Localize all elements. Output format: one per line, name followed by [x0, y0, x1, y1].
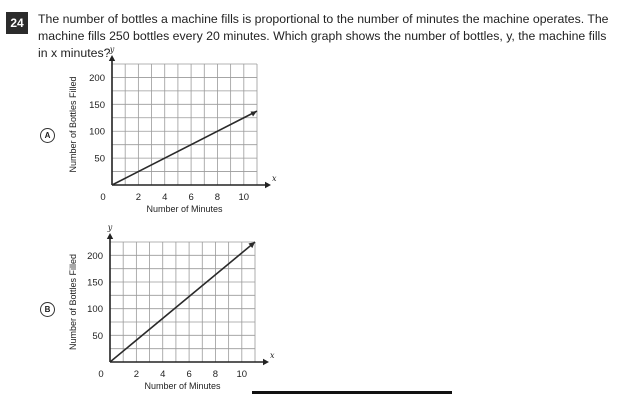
- x-tick-label: 8: [214, 192, 221, 203]
- y-tick-label: 50: [94, 153, 105, 165]
- x-axis-title: Number of Minutes: [144, 381, 221, 391]
- x-tick-label: 8: [212, 369, 219, 380]
- y-axis-variable: y: [107, 223, 113, 232]
- x-tick-label: 10: [238, 192, 250, 203]
- x-tick-label: 10: [236, 369, 248, 380]
- x-axis-arrow: [263, 359, 269, 365]
- question-number-badge: 24: [6, 12, 28, 34]
- y-axis-variable: y: [109, 45, 115, 54]
- x-tick-label: 6: [186, 369, 192, 380]
- x-axis-variable: x: [270, 351, 275, 360]
- y-axis-title: Number of Bottles Filled: [68, 253, 78, 351]
- y-tick-label: 100: [87, 304, 103, 316]
- y-tick-label: 200: [87, 250, 103, 262]
- y-tick-label: 200: [89, 72, 105, 84]
- x-tick-label: 2: [135, 192, 142, 203]
- x-axis-variable: x: [272, 174, 277, 183]
- y-axis-title: Number of Bottles Filled: [68, 76, 78, 173]
- option-a-radio[interactable]: A: [40, 128, 55, 143]
- y-tick-label: 100: [89, 126, 105, 138]
- y-tick-label: 50: [92, 330, 103, 342]
- series-line: [110, 242, 255, 362]
- origin-label: 0: [100, 192, 106, 203]
- x-tick-label: 4: [160, 369, 166, 380]
- origin-label: 0: [98, 369, 104, 380]
- x-tick-label: 4: [162, 192, 168, 203]
- option-b-radio[interactable]: B: [40, 302, 55, 317]
- y-axis-arrow: [107, 233, 113, 239]
- y-tick-label: 150: [87, 277, 103, 289]
- y-tick-label: 150: [89, 99, 105, 111]
- x-axis-title: Number of Minutes: [146, 204, 223, 214]
- bottom-divider: [252, 391, 452, 394]
- x-tick-label: 2: [133, 369, 140, 380]
- x-tick-label: 6: [188, 192, 194, 203]
- question-text: The number of bottles a machine fills is proportional to the number of minutes the machine operates. The machine fills 250 bottles every 20 minutes. Which graph shows the number of bottles, y, the machine fills in x minutes?: [38, 12, 609, 60]
